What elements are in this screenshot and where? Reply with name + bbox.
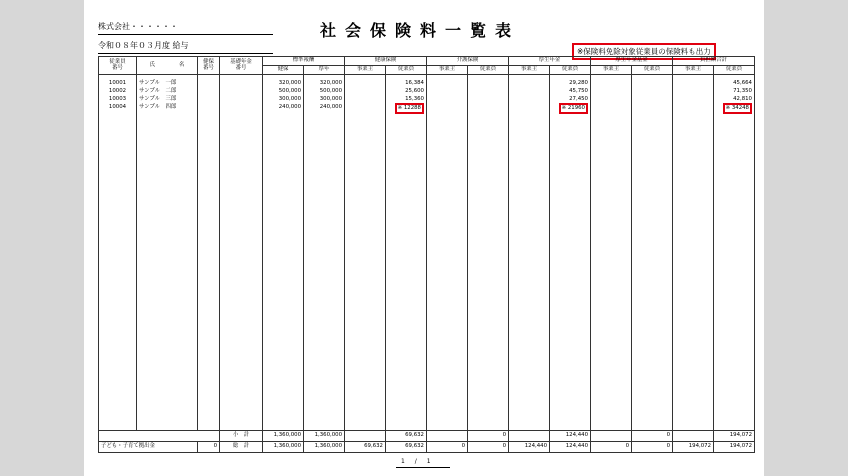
std-pension-cell [304,75,345,431]
emp-name: サンプル 一郎 [139,80,177,86]
health-employer-cell [345,75,386,431]
sub-employee: 従業員 [550,66,591,75]
std-health: 240,000 [278,104,301,110]
health-employee: 25,600 [405,88,424,94]
sub-employer: 事業主 [427,66,468,75]
grandtotal-row [99,442,755,453]
health-no-cell [198,75,220,431]
grandtotal-total-employer: 194,072 [673,442,714,453]
subtotal-total-employer [673,431,714,442]
pension-employee: 45,750 [569,88,588,94]
grandtotal-std-health: 1,360,000 [263,442,304,453]
sub-employee: 従業員 [632,66,673,75]
health-employee: 15,360 [405,96,424,102]
health-employee: 16,384 [405,80,424,86]
sub-employee: 従業員 [386,66,427,75]
grandtotal-label: 総 計 [220,442,263,453]
grandtotal-pension-employee: 124,440 [550,442,591,453]
col-health-no [198,57,220,75]
subtotal-care-employee: 0 [468,431,509,442]
subtotal-fund-employee: 0 [632,431,673,442]
subtotal-health-employer [345,431,386,442]
health-no-label: 健保 番号 [203,59,214,71]
insurance-table [98,56,755,453]
total-employee-line [716,103,752,111]
std-pension: 240,000 [319,104,342,110]
emp-name: サンプル 四郎 [139,104,177,110]
child-contribution-value: 0 [198,442,220,453]
pension-employee-cell [550,75,591,431]
total-employee-highlight: ※ 34248 [723,103,752,114]
page-underline [396,467,450,468]
col-care-ins: 介護保険 [427,57,509,66]
grandtotal-fund-employer: 0 [591,442,632,453]
std-health-cell [263,75,304,431]
subtotal-total-employee: 194,072 [714,431,755,442]
std-pension: 500,000 [319,88,342,94]
grandtotal-care-employer: 0 [427,442,468,453]
health-employee-line [388,103,424,111]
subtotal-pension-employee: 124,440 [550,431,591,442]
emp-name: サンプル 二郎 [139,88,177,94]
pay-period: 令和０８年０３月度 給与 [98,41,189,50]
sub-employer: 事業主 [509,66,550,75]
name-label-b: 名 [179,61,185,68]
pension-employer-cell [509,75,550,431]
header-row-1 [99,57,755,66]
emp-no-cell [99,75,137,431]
sub-employer: 事業主 [591,66,632,75]
fund-employee-cell [632,75,673,431]
std-pension: 300,000 [319,96,342,102]
subtotal-care-employer [427,431,468,442]
emp-name: サンプル 三郎 [139,96,177,102]
total-employee: 45,664 [733,80,752,86]
col-total-burden: 負担額合計 [673,57,755,66]
emp-no: 10004 [108,104,127,110]
subtotal-health-employee: 69,632 [386,431,427,442]
col-emp-no [99,57,137,75]
col-pension-no [220,57,263,75]
sub-employee: 従業員 [714,66,755,75]
pension-no-cell [220,75,263,431]
sub-employer: 事業主 [673,66,714,75]
sub-employee: 従業員 [468,66,509,75]
grandtotal-health-employer: 69,632 [345,442,386,453]
page-indicator [401,458,435,465]
sub-pension: 厚年 [304,66,345,75]
health-employee-cell [386,75,427,431]
subtotal-blank [99,431,220,442]
std-pension: 320,000 [319,80,342,86]
name-label-a: 氏 [149,61,155,68]
pension-employee: 27,450 [569,96,588,102]
report-page [84,0,764,476]
col-pension: 厚生年金 [509,57,591,66]
subtotal-pension-employer [509,431,550,442]
company-name: 株式会社・・・・・・ [98,22,178,31]
total-employer-cell [673,75,714,431]
col-health-ins: 健康保険 [345,57,427,66]
page-title: 社会保険料一覧表 [320,21,521,40]
emp-no-label: 従業員 番号 [109,59,126,71]
subtotal-std-health: 1,360,000 [263,431,304,442]
col-pension-fund: 厚生年金基金 [591,57,673,66]
std-health: 300,000 [278,96,301,102]
grandtotal-fund-employee: 0 [632,442,673,453]
care-employer-cell [427,75,468,431]
total-employee-cell [714,75,755,431]
page-total: 1 [426,458,435,465]
fund-employer-cell [591,75,632,431]
grandtotal-std-pension: 1,360,000 [304,442,345,453]
page-separator: / [414,458,421,465]
std-health: 320,000 [278,80,301,86]
grandtotal-pension-employer: 124,440 [509,442,550,453]
col-name [137,57,198,75]
subtotal-std-pension: 1,360,000 [304,431,345,442]
grandtotal-health-employee: 69,632 [386,442,427,453]
subtotal-label: 小 計 [220,431,263,442]
grandtotal-total-employee: 194,072 [714,442,755,453]
data-body [99,75,755,431]
col-std-remun: 標準報酬 [263,57,345,66]
emp-no: 10001 [108,80,127,86]
company-underline [98,34,273,35]
pension-employee: 29,280 [569,80,588,86]
grandtotal-care-employee: 0 [468,442,509,453]
pension-employee-line [552,103,588,111]
subtotal-row [99,431,755,442]
sub-employer: 事業主 [345,66,386,75]
emp-no: 10002 [108,88,127,94]
name-cell [137,75,198,431]
health-employee-highlight: ※ 12288 [395,103,424,114]
total-employee: 42,810 [733,96,752,102]
pension-employee-highlight: ※ 21960 [559,103,588,114]
emp-no: 10003 [108,96,127,102]
care-employee-cell [468,75,509,431]
child-contribution-label: 子ども・子育て拠出金 [99,442,198,453]
std-health: 500,000 [278,88,301,94]
pension-no-label: 基礎年金 番号 [230,59,252,71]
page-current: 1 [401,458,409,465]
exemption-note: ※保険料免除対象従業員の保険料も出力 [572,43,716,60]
total-employee: 71,350 [733,88,752,94]
period-underline [98,53,273,54]
sub-health: 健保 [263,66,304,75]
subtotal-fund-employer [591,431,632,442]
